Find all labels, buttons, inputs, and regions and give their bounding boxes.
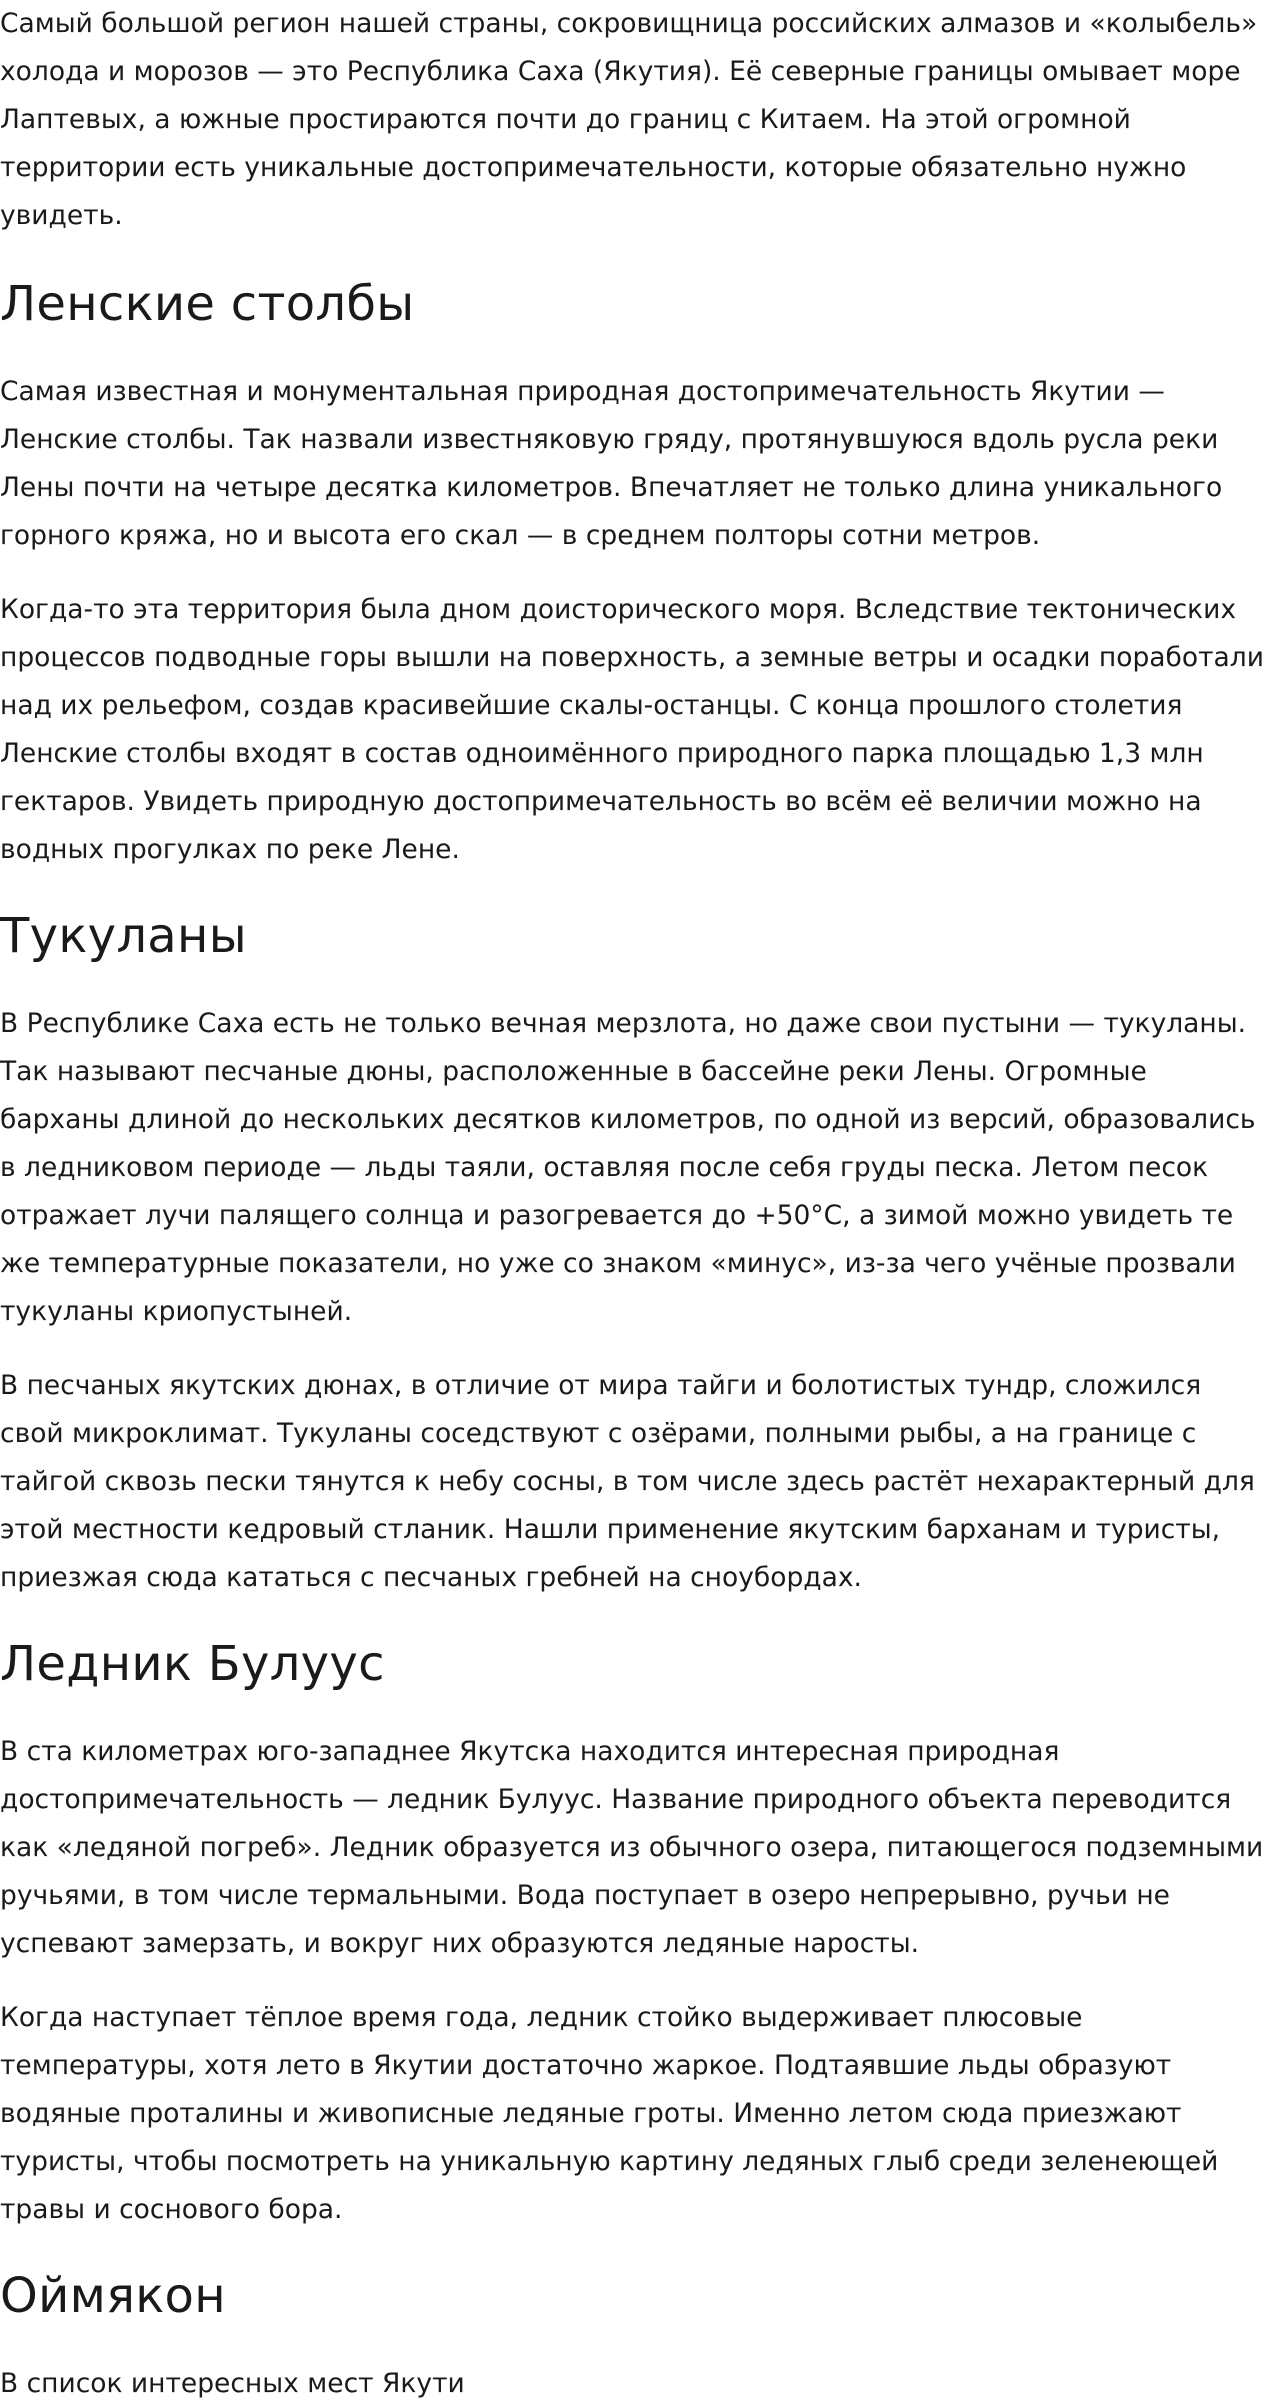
section-title-lena-pillars: Ленские столбы bbox=[0, 276, 415, 332]
section-lena-pillars bbox=[0, 274, 1270, 874]
paragraph: В песчаных якутских дюнах, в отличие от мира тайги и болотистых тундр, сложился свой микроклимат. Тукуланы соседствуют с озёрами, полными рыбы, а на границе с тайгой сквозь пески тянутся к небу сосны, в том числе здесь растёт нехарактерный для этой местности кедровый стланик. Нашли применение якутским барханам и туристы, приезжая сюда кататься с песчаных гребней на сноубордах. bbox=[0, 1370, 1255, 1593]
paragraph: В Республике Саха есть не только вечная мерзлота, но даже свои пустыни — тукуланы. Так называют песчаные дюны, расположенные в бассейне реки Лены. Огромные барханы длиной до нескольких десятков километров, по одной из версий, образовались в ледниковом периоде — льды таяли, оставляя после себя груды песка. Летом песок отражает лучи палящего солнца и разогревается до +50°С, а зимой можно увидеть те же температурные показатели, но уже со знаком «минус», из-за чего учёные прозвали тукуланы криопустыней. bbox=[0, 1008, 1256, 1327]
section-title-oymyakon: Оймякон bbox=[0, 2268, 226, 2324]
paragraph: Самая известная и монументальная природная достопримечательность Якутии — Ленские столбы. Так назвали известняковую гряду, протянувшуюся вдоль русла реки Лены почти на четыре десятка километров. Впечатляет не только длина уникального горного кряжа, но и высота его скал — в среднем полторы сотни метров. bbox=[0, 376, 1223, 551]
section-tukulany bbox=[0, 906, 1270, 1602]
paragraph: В ста километрах юго-западнее Якутска находится интересная природная достопримечательность — ледник Булуус. Название природного объекта переводится как «ледяной погреб». Ледник образуется из обычного озера, питающегося подземными ручьями, в том числе термальными. Вода поступает в озеро непрерывно, ручьи не успевают замерзать, и вокруг них образуются ледяные наросты. bbox=[0, 1736, 1264, 1959]
section-oymyakon bbox=[0, 2266, 1270, 2408]
paragraph: В список интересных мест Якути bbox=[0, 2368, 465, 2399]
paragraph: Когда-то эта территория была дном доисторического моря. Вследствие тектонических процессов подводные горы вышли на поверхность, а земные ветры и осадки поработали над их рельефом, создав красивейшие скалы-останцы. С конца прошлого столетия Ленские столбы входят в состав одноимённого природного парка площадью 1,3 млн гектаров. Увидеть природную достопримечательность во всём её величии можно на водных прогулках по реке Лене. bbox=[0, 594, 1264, 865]
section-title-buluus-glacier: Ледник Булуус bbox=[0, 1636, 385, 1692]
section-title-tukulany: Тукуланы bbox=[0, 908, 247, 964]
intro-paragraph: Самый большой регион нашей страны, сокровищница российских алмазов и «колыбель» холода и морозов — это Республика Саха (Якутия). Её северные границы омывает море Лаптевых, а южные простираются почти до границ с Китаем. На этой огромной территории есть уникальные достопримечательности, которые обязательно нужно увидеть. bbox=[0, 8, 1258, 231]
paragraph: Когда наступает тёплое время года, ледник стойко выдерживает плюсовые температуры, хотя лето в Якутии достаточно жаркое. Подтаявшие льды образуют водяные проталины и живописные ледяные гроты. Именно летом сюда приезжают туристы, чтобы посмотреть на уникальную картину ледяных глыб среди зеленеющей травы и соснового бора. bbox=[0, 2002, 1219, 2225]
section-buluus-glacier bbox=[0, 1634, 1270, 2234]
